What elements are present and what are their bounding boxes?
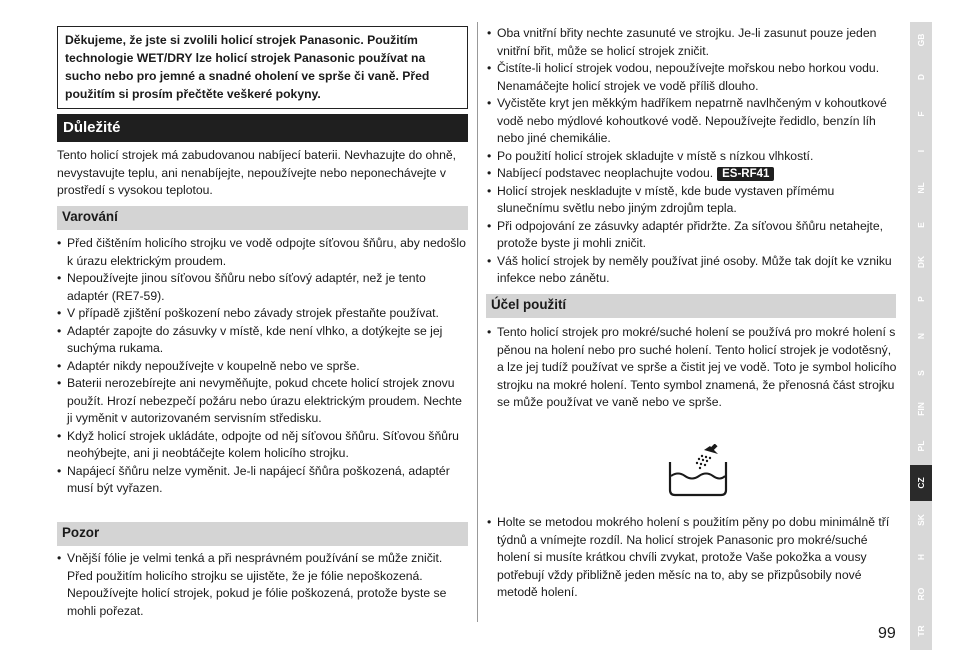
care-list — [487, 25, 897, 288]
list-item: • Napájecí šňůru nelze vyměnit. Je-li napájecí šňůra poškozená, adaptér musí být vyřazen. — [57, 463, 467, 498]
caution-heading: Pozor — [57, 522, 468, 546]
purpose-list — [487, 324, 897, 412]
list-item: • Když holicí strojek ukládáte, odpojte od něj síťovou šňůru. Síťovou šňůru neohýbejte, ani ji neobtáčejte kolem holicího strojku. — [57, 428, 467, 463]
list-item: • Baterii nerozebírejte ani nevyměňujte, pokud chcete holicí strojek znovu použít. Hrozí nebezpečí požáru nebo úrazu elektrickým proudem. Nechte ji vyměnit v autorizovaném servisním středisku. — [57, 375, 467, 428]
list-item: • Oba vnitřní břity nechte zasunuté ve strojku. Je-li zasunut pouze jeden vnitřní břit, může se holicí strojek zničit. — [487, 25, 897, 60]
purpose-list-2 — [487, 514, 897, 602]
list-item: • Nepoužívejte jinou síťovou šňůru nebo síťový adaptér, než je tento adaptér (RE7-59). — [57, 270, 467, 305]
language-tab-nl[interactable]: NL — [916, 182, 926, 194]
language-tab-sk[interactable]: SK — [916, 514, 926, 527]
language-tab-s[interactable]: S — [916, 369, 926, 376]
language-tab-n[interactable]: N — [916, 332, 926, 339]
language-tab-p[interactable]: P — [916, 295, 926, 302]
caution-list — [57, 550, 467, 620]
intro-box: Děkujeme, že jste si zvolili holicí strojek Panasonic. Použitím technologie WET/DRY lze holicí strojek Panasonic používat na sucho nebo pro jemné a snadné oholení ve sprše či vaně. Před použitím si prosím přečtěte veškeré pokyny. — [57, 26, 468, 109]
list-item: • Čistíte-li holicí strojek vodou, nepoužívejte mořskou nebo horkou vodu. Nenamáčejte holicí strojek ve vodě příliš dlouho. — [487, 60, 897, 95]
list-item: • Váš holicí strojek by neměly používat jiné osoby. Může tak dojít ke vzniku infekce nebo zánětu. — [487, 253, 897, 288]
warning-list — [57, 235, 467, 498]
list-item: • Adaptér nikdy nepoužívejte v koupelně nebo ve sprše. — [57, 358, 467, 376]
language-tab-ro[interactable]: RO — [916, 587, 926, 601]
list-item: • Tento holicí strojek pro mokré/suché holení se používá pro mokré holení s pěnou na holení nebo pro suché holení. Tento holicí strojek je vodotěsný, a lze jej tudíž používat ve sprše a čistit jej ve vodě. Toto je symbol holicího strojku na mokré holení. Tento symbol znamená, že přenosná část strojku se může používat ve vaně nebo ve sprše. — [487, 324, 897, 412]
list-item: • Při odpojování ze zásuvky adaptér přidržte. Za síťovou šňůru netahejte, protože byste ji mohli zničit. — [487, 218, 897, 253]
model-badge: ES-RF41 — [717, 167, 774, 181]
language-tab-h[interactable]: H — [916, 554, 926, 561]
language-tab-e[interactable]: E — [916, 221, 926, 228]
important-text: Tento holicí strojek má zabudovanou nabíjecí baterii. Nevhazujte do ohně, nevystavujte teplu, ani nenabíjejte, nepoužívejte nebo neponechávejte v prostředí s vysokou teplotou. — [57, 148, 457, 197]
shower-bath-icon — [666, 444, 730, 498]
charger-text: Nabíjecí podstavec neoplachujte vodou. — [497, 166, 714, 180]
language-tab-fin[interactable]: FIN — [916, 402, 926, 417]
list-item: • Adaptér zapojte do zásuvky v místě, kde není vlhko, a dotýkejte se jej suchýma rukama. — [57, 323, 467, 358]
important-heading: Důležité — [57, 114, 468, 142]
list-item — [487, 165, 897, 183]
list-item: • V případě zjištění poškození nebo závady strojek přestaňte používat. — [57, 305, 467, 323]
list-item: • Vnější fólie je velmi tenká a při nesprávném používání se může zničit. Před použitím holicího strojku se ujistěte, že je fólie nepoškozená. Nepoužívejte holicí strojek, pokud je fólie poškozená, protože byste se mohli pořezat. — [57, 550, 467, 620]
language-tab-dk[interactable]: DK — [916, 255, 926, 268]
page-number: 99 — [878, 625, 896, 642]
language-tab-f[interactable]: F — [916, 111, 926, 117]
list-item: • Vyčistěte kryt jen měkkým hadříkem nepatrně navlhčeným v kohoutkové vodě nebo mýdlové kohoutkové vodě. Nepoužívejte ředidlo, benzín líh nebo jiné chemikálie. — [487, 95, 897, 148]
list-item: • Po použití holicí strojek skladujte v místě s nízkou vlhkostí. — [487, 148, 897, 166]
list-item: • Holicí strojek neskladujte v místě, kde bude vystaven přímému slunečnímu světlu nebo jiným zdrojům tepla. — [487, 183, 897, 218]
list-item: • Holte se metodou mokrého holení s použitím pěny po dobu minimálně tří týdnů a vnímejte rozdíl. Na holicí strojek Panasonic pro mokré/suché holení si musíte krátkou chvíli zvykat, protože Vaše pokožka a vousy potřebují vždy přibližně jeden měsíc na to, aby se přizpůsobily nové metodě holení. — [487, 514, 897, 602]
column-divider — [477, 22, 478, 622]
purpose-heading: Účel použití — [486, 294, 896, 318]
language-tab-pl[interactable]: PL — [916, 440, 926, 452]
language-tab-cz[interactable]: CZ — [910, 465, 932, 501]
language-tab-gb[interactable]: GB — [916, 33, 926, 47]
language-tabs — [910, 22, 932, 650]
warning-heading: Varování — [57, 206, 468, 230]
language-tab-i[interactable]: I — [916, 149, 926, 152]
language-tab-tr[interactable]: TR — [916, 625, 926, 637]
list-item: • Před čištěním holicího strojku ve vodě odpojte síťovou šňůru, aby nedošlo k úrazu elektrickým proudem. — [57, 235, 467, 270]
language-tab-d[interactable]: D — [916, 73, 926, 80]
